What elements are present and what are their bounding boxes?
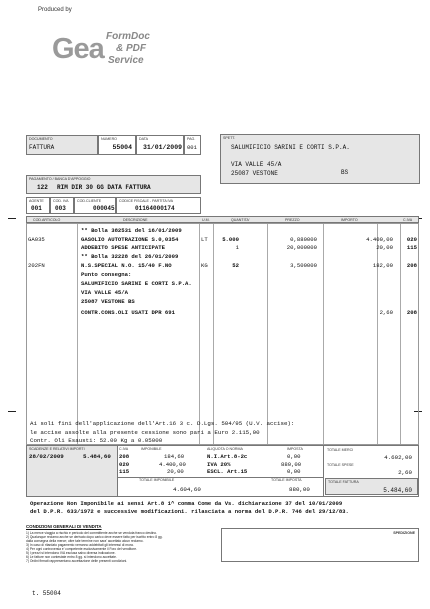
payment-code: 122 bbox=[37, 184, 48, 191]
total-imponibile: 4.604,60 bbox=[173, 486, 201, 493]
note-line: le accise assolte alla presente cessione sono pari a Euro 2.115,00 bbox=[30, 429, 260, 436]
condition-line: 4) Per ogni controversia e' competente esclusivamente il Foro del venditore. bbox=[26, 547, 137, 551]
payment-box: PAGAMENTO / BANCA D'APPOGGIO 122 RIM DIR 30 GG DATA FATTURA bbox=[26, 175, 201, 194]
pag-cell: PAG. 001 bbox=[184, 135, 201, 155]
col-civa: C.IVA bbox=[403, 218, 413, 222]
logo-line-2: & PDF bbox=[116, 43, 146, 54]
note-line: Contr. Oli Esausti: 52.00 Kg a 0.05000 bbox=[30, 437, 163, 444]
legal-line: Operazione Non Imponibile ai sensi Art.8 1^ comma Come da Vs. dichiarazione 37 del 10/01/2009 bbox=[30, 500, 343, 507]
invoice-date: 31/01/2009 bbox=[143, 144, 183, 151]
recipient-box: SPETT. SALUMIFICIO SARINI E CORTI S.P.A. VIA VALLE 45/A 25087 VESTONE BS bbox=[220, 134, 420, 184]
page-number: 001 bbox=[187, 144, 197, 151]
condition-line: 6) Le fatture non contestate entro 8 gg. si intendono accettate. bbox=[26, 555, 117, 559]
condition-line: 2) Qualunque reclamo anche se derivato dopo carico deve essere fatto per iscritto entro 8 gg. bbox=[26, 535, 163, 539]
recipient-line bbox=[231, 153, 350, 162]
logo bbox=[30, 5, 180, 75]
col-importo: IMPORTO bbox=[341, 218, 358, 222]
condition-line: 5) I prezzi si intendono IVA esclusa salvo diversa indicazione. bbox=[26, 551, 116, 555]
col-um: U.M. bbox=[202, 218, 210, 222]
recipient-province: BS bbox=[341, 169, 349, 176]
invoice-number: 55004 bbox=[112, 144, 132, 151]
table-row: ADDEBITO SPESE ANTICIPATE 1 20,000000 20,00 115 bbox=[81, 244, 417, 251]
iva-row: 208 184,60 N.I.Art.8-2c 0,00 bbox=[119, 453, 301, 460]
total-merci: 4.602,00 bbox=[384, 454, 412, 461]
cf-cell: CODICE FISCALE - PARTITA IVA 01164000174 bbox=[116, 197, 201, 214]
numero-cell: NUMERO 55004 bbox=[98, 135, 136, 155]
table-row: SALUMIFICIO SARINI E CORTI S.P.A. bbox=[81, 280, 192, 287]
logo-produced-by: Produced by bbox=[38, 7, 72, 13]
totals-area: SCADENZE E RELATIVI IMPORTI 28/02/2009 5.484,60 C.IVA IMPONIBILE ALIQUOTA O NORMA IMPOSTA 208 184,60 N.I.Art.8-2c 0,00 020 4.400,00 IVA 20% 880,00 115 20,00 ESCL. Art.15 0,00 TOTALE IMPONIBILE 4.604,60 TOTALE IMPOSTA 880,00 TOTALE MERCI 4.602,00 TOTALE SPESE 2,60 TOTALE FATTURA 5.484,60 bbox=[26, 445, 419, 497]
payment-text: RIM DIR 30 GG DATA FATTURA bbox=[57, 184, 151, 191]
table-row: 202FN N.S.SPECIAL N.O. 15/40 F.NO KG 52 3,500000 182,00 208 bbox=[28, 262, 417, 269]
table-row: ** Bolla 382531 del 16/01/2009 bbox=[81, 227, 182, 234]
legal-line: del D.P.R. 633/1972 e successive modificazioni. rilasciata a norma del D.P.R. 746 del 29/12/83. bbox=[30, 508, 349, 515]
total-imposta: 880,00 bbox=[289, 486, 310, 493]
spedizione-box: SPEDIZIONE bbox=[221, 528, 419, 562]
fold-mark bbox=[8, 218, 16, 219]
col-cod-articolo: COD.ARTICOLO bbox=[33, 218, 61, 222]
documento-cell: DOCUMENTO FATTURA bbox=[26, 135, 98, 155]
condition-line: 1) La merce viaggia a rischio e pericolo del committente anche se venduta franco destino. bbox=[26, 531, 158, 535]
recipient-line: 25087 VESTONE bbox=[231, 169, 278, 177]
iva-row: 020 4.400,00 IVA 20% 880,00 bbox=[119, 460, 302, 468]
fold-mark bbox=[8, 411, 16, 412]
cod-iva-cell: COD. IVA 003 bbox=[50, 197, 74, 214]
logo-line-3: Service bbox=[108, 55, 144, 66]
cf-value: 01164000174 bbox=[135, 205, 175, 212]
condition-line: 7) Ordini firmati rappresentano accettazione delle presenti condizioni. bbox=[26, 559, 128, 563]
logo-gea: Gea bbox=[52, 33, 104, 65]
data-cell: DATA 31/01/2009 bbox=[136, 135, 184, 155]
conditions-block bbox=[26, 524, 216, 563]
table-row: CONTR.CONS.OLI USATI DPR 691 2,60 208 bbox=[81, 309, 417, 316]
col-descrizione: DESCRIZIONE bbox=[123, 218, 148, 222]
cod-cliente-cell: COD.CLIENTE 000045 bbox=[74, 197, 116, 214]
document-type: FATTURA bbox=[29, 144, 55, 151]
cod-iva-value: 003 bbox=[55, 205, 66, 212]
agente-value: 001 bbox=[31, 205, 42, 212]
agente-cell: AGENTE 001 bbox=[26, 197, 50, 214]
iva-row: 115 20,00 ESCL. Art.15 0,00 bbox=[119, 468, 301, 475]
table-row: ** Bolla 32228 del 26/01/2009 bbox=[81, 253, 179, 260]
recipient-line: SALUMIFICIO SARINI E CORTI S.P.A. bbox=[231, 144, 350, 151]
condition-line: 3) In caso di ritardato pagamento verranno addebitati gli interessi di mora. bbox=[26, 543, 134, 547]
cod-cliente-value: 000045 bbox=[93, 205, 115, 212]
bottom-reference: t. 55004 bbox=[32, 590, 61, 597]
condition-line: dalla consegna della merce; oltre tale termine non sara' accettato alcun reclamo. bbox=[26, 539, 144, 543]
note-line: Ai soli fini dell'applicazione dell'Art.16 3 c. D.Lgs. 504/95 (U.V. accise): bbox=[30, 420, 295, 427]
table-row: 25087 VESTONE BS bbox=[81, 298, 135, 305]
total-fattura-box: TOTALE FATTURA 5.484,60 bbox=[325, 478, 418, 495]
due-amount: 5.484,60 bbox=[83, 453, 111, 460]
due-date: 28/02/2009 bbox=[29, 453, 64, 460]
col-quantita: QUANTITA' bbox=[231, 218, 250, 222]
table-header bbox=[26, 216, 419, 223]
logo-line-1: FormDoc bbox=[106, 31, 150, 42]
table-row: Punto consegna: bbox=[81, 271, 132, 278]
total-spese: 2,60 bbox=[398, 469, 412, 476]
total-fattura: 5.484,60 bbox=[383, 487, 412, 494]
table-row: GA035 GASOLIO AUTOTRAZIONE S.0,0354 LT 5.000 0,880000 4.400,00 020 bbox=[28, 236, 417, 243]
table-row: VIA VALLE 45/A bbox=[81, 289, 128, 296]
conditions-title: CONDIZIONI GENERALI DI VENDITA bbox=[26, 524, 102, 529]
iva-summary bbox=[119, 453, 319, 476]
col-prezzo: PREZZO bbox=[285, 218, 300, 222]
recipient-line: VIA VALLE 45/A bbox=[231, 161, 282, 168]
